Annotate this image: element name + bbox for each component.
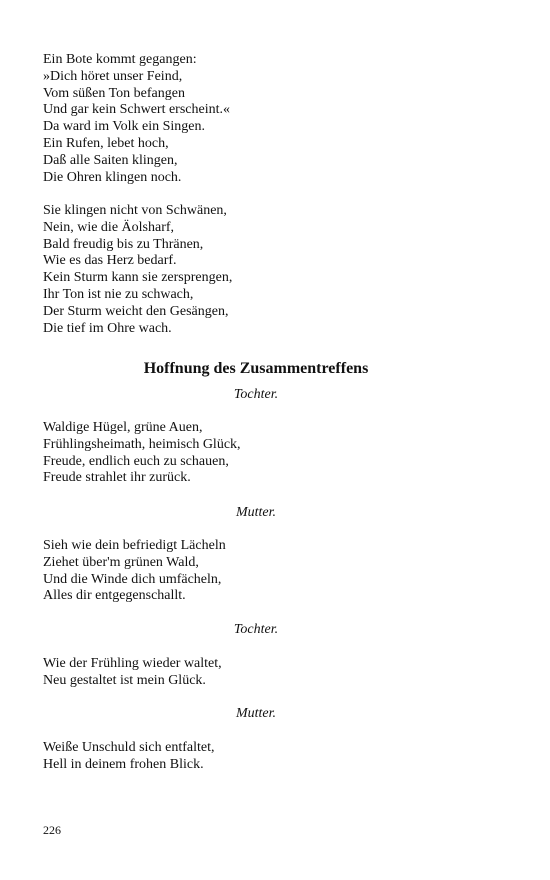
verse-line: Alles dir entgegenschallt. [43, 588, 186, 604]
verse-line: Die tief im Ohre wach. [43, 320, 172, 336]
stanza-tochter-2 [43, 656, 222, 690]
verse-line: Ihr Ton ist nie zu schwach, [43, 286, 194, 302]
speaker-label: Tochter. [233, 387, 279, 402]
verse-line: Ein Rufen, lebet hoch, [43, 135, 169, 151]
verse-line: Wie es das Herz bedarf. [43, 253, 177, 269]
verse-line: Die Ohren klingen noch. [43, 169, 182, 185]
stanza-mutter-2 [43, 740, 215, 774]
speaker-label: Mutter. [235, 505, 277, 520]
verse-line: Neu gestaltet ist mein Glück. [43, 672, 206, 688]
page-number: 226 [43, 823, 61, 837]
stanza-mutter-1 [43, 538, 226, 605]
verse-line: Hell in deinem frohen Blick. [43, 756, 204, 772]
stanza-2 [43, 203, 232, 337]
verse-line: Der Sturm weicht den Gesängen, [43, 303, 229, 319]
verse-line: Frühlingsheimath, heimisch Glück, [43, 436, 241, 452]
verse-line: Freude, endlich euch zu schauen, [43, 453, 229, 469]
stanza-tochter-1 [43, 420, 241, 487]
verse-line: Ein Bote kommt gegangen: [43, 52, 197, 67]
stanza-1 [43, 52, 230, 186]
verse-line: Daß alle Saiten klingen, [43, 152, 178, 168]
verse-line: Sieh wie dein befriedigt Lächeln [43, 538, 226, 553]
verse-line: Und gar kein Schwert erscheint.« [43, 102, 230, 118]
verse-line: »Dich höret unser Feind, [43, 68, 183, 84]
verse-line: Ziehet über'm grünen Wald, [43, 554, 199, 570]
verse-line: Da ward im Volk ein Singen. [43, 119, 206, 135]
verse-line: Weiße Unschuld sich entfaltet, [43, 740, 215, 755]
speaker-label: Mutter. [235, 706, 277, 721]
poem-title: Hoffnung des Zusammentreffens [143, 360, 369, 377]
verse-line: Vom süßen Ton befangen [43, 85, 185, 101]
verse-line: Nein, wie die Äolsharf, [43, 219, 175, 235]
verse-line: Waldige Hügel, grüne Auen, [43, 420, 203, 435]
verse-line: Wie der Frühling wieder waltet, [43, 656, 222, 671]
verse-line: Bald freudig bis zu Thränen, [43, 236, 204, 252]
verse-line: Kein Sturm kann sie zersprengen, [43, 270, 233, 286]
speaker-label: Tochter. [233, 622, 279, 637]
verse-line: Und die Winde dich umfächeln, [43, 571, 222, 587]
verse-line: Freude strahlet ihr zurück. [43, 470, 191, 486]
verse-line: Sie klingen nicht von Schwänen, [43, 203, 227, 218]
